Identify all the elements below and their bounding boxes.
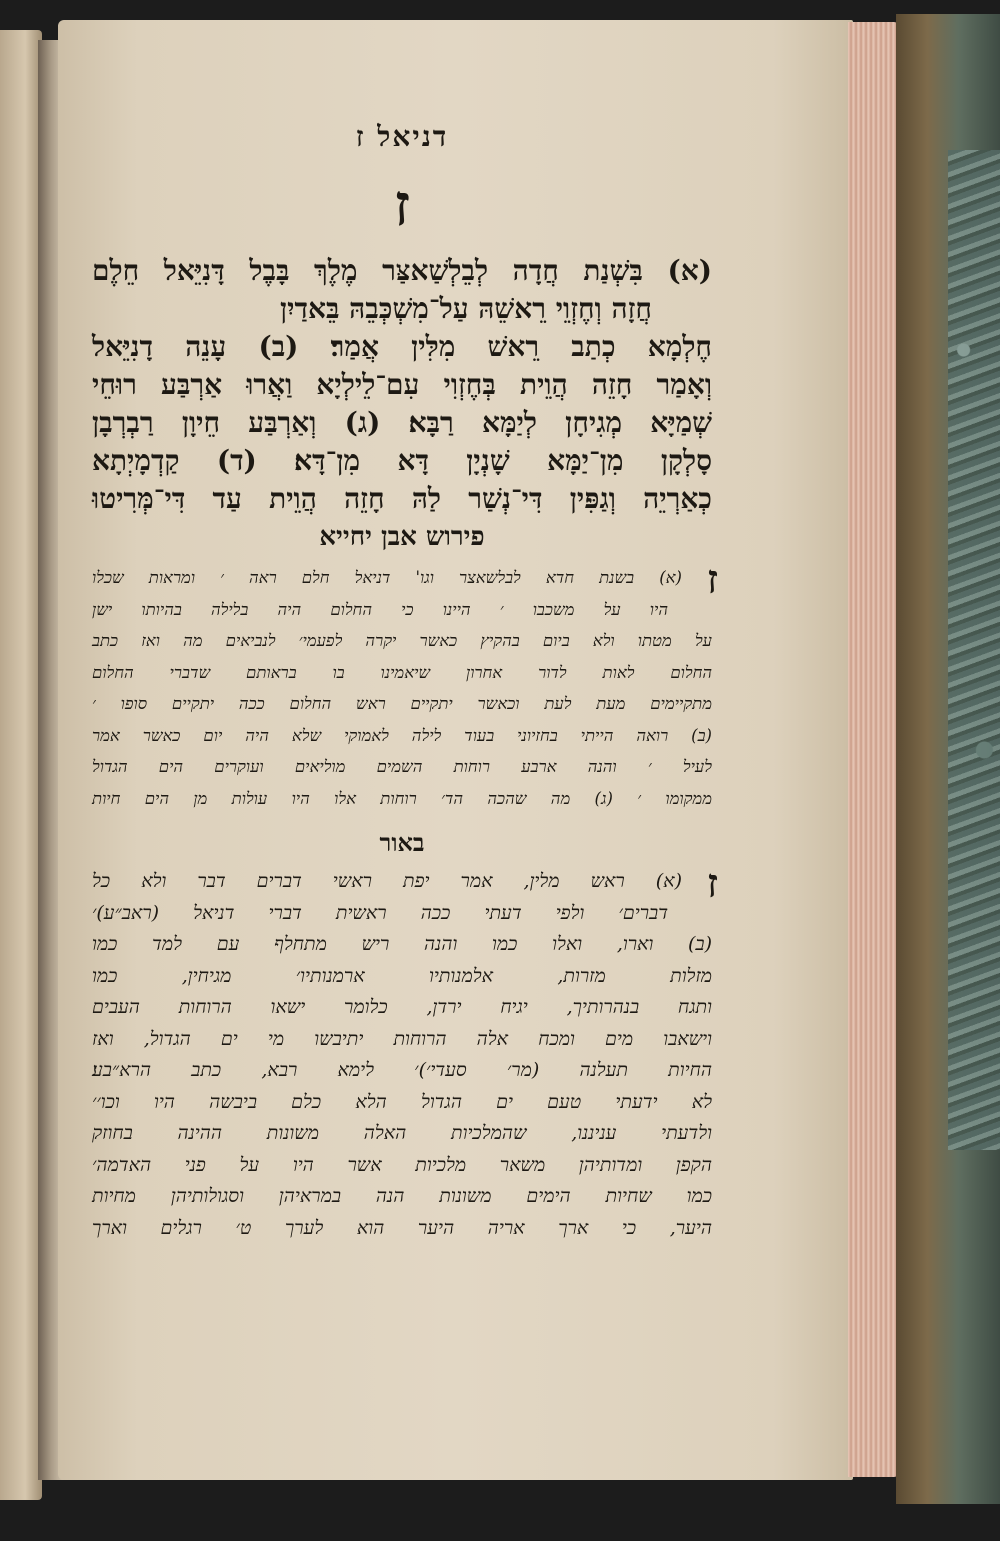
biur-line: (ב) וארו, ואלו כמו והנה ריש מתחלף עם למד כמו (92, 933, 712, 955)
marbled-cover-pattern (948, 150, 1000, 1150)
biur-line: וישאבו מים ומכח אלה הרוחות יתיבשו מי ים הגדול, ואז (92, 1027, 712, 1050)
commentary-block (92, 556, 718, 814)
page-text (92, 120, 718, 1244)
biur-line: הקפן ומדותיהן משאר מלכיות אשר היו על פני האדמה׳ (92, 1153, 712, 1176)
running-head: דניאל ז (355, 120, 449, 153)
biur-block (92, 860, 718, 1244)
commentary-line: היו על משכבו ׳ היינו כי החלום היה בלילה בהיותו ישן (92, 599, 668, 619)
scripture-line: (א) בִּשְׁנַת חֲדָה לְבֵלְשַׁאצַּר מֶלֶךְ בָּבֶל דָּנִיֵּאל חֵלֶם (92, 254, 712, 287)
commentary-line: (ב) רואה הייתי בחזיוני בעוד לילה לאמוקי שלא היה יום כאשר אמר (92, 725, 712, 745)
drop-letter: ז (706, 556, 718, 603)
commentary-line: החלום לאות לדור אחרון שיאמינו בו בראותם שדברי החלום (92, 662, 712, 682)
scripture-line: כְאַרְיֵה וְגַפִּין דִּי־נְשַׁר לַהּ חָזֵה הֲוֵית עַד דִּי־מְּרִיטוּ (92, 482, 712, 515)
biur-line: היער, כי ארך אריה היער הוא לערך ט׳ רגלים וארך (92, 1216, 712, 1239)
biur-line: כמו שחיות הימים משונות הנה במראיהן וסגולותיהן מחיות (92, 1185, 712, 1207)
biur-line: לא ידעתי טעם ים הגדול הלא כלם ביבשה היו וכו׳׳ (92, 1090, 712, 1113)
biur-title: באור (379, 828, 425, 857)
commentary-title: פירוש אבן יחייא (319, 522, 485, 552)
commentary-line: לעיל ׳ והנה ארבע רוחות השמים מוליאים ועוקרים הים הגדול (92, 757, 712, 776)
biur-line: דברים׳ ולפי דעתי ככה ראשית דברי דניאל (ראב״ע)׳ (92, 901, 668, 924)
scripture-block (92, 252, 712, 518)
biur-line: מזלות מזרות, אלמנותיו ארמנותיו׳ מגיחין, כמו (92, 964, 712, 987)
commentary-line: מתקיימים מעת לעת וכאשר יתקיים ראש החלום ככה יתקיים סופו ׳ (92, 694, 712, 713)
biur-line: ולדעתי עניננו, שהמלכיות האלה משונות ההינה בחוזק (92, 1122, 712, 1144)
chapter-number: ז (393, 171, 411, 239)
biur-line: ותגח בנהרותיך, יגיח ירדן, כלומר ישאו הרוחות העבים (92, 996, 712, 1018)
scripture-line: שְׁמַיָּא מְגִיחָן לְיַמָּא רַבָּא׃ (ג) וְאַרְבַּע חֵיוָן רַבְרְבָן (92, 406, 712, 439)
biur-line: (א) ראש מלין, אמר יפת ראשי דברים דבר ולא כל (92, 870, 682, 892)
scripture-line: וְאָמַר חָזֵה הֲוֵית בְּחֶזְוִי עִם־לֵילְיָא וַאֲרוּ אַרְבַּע רוּחֵי (92, 368, 712, 401)
scripture-line: חֲזָה וְחֶזְוֵי רֵאשֵׁהּ עַל־מִשְׁכְּבֵהּ בֵּאדַיִן (280, 292, 652, 325)
drop-letter: ז (706, 860, 718, 907)
commentary-line: ממקומו ׳ (ג) מה שהכה הד׳ רוחות אלו היו עולות מן הים חיות (92, 788, 712, 808)
facing-page-edge (0, 30, 42, 1500)
biur-line: החיות תעלנה (מר׳ סעדי׳)׳ לימא רבא, כתב הרא״בע׃ (92, 1059, 712, 1081)
page-edges (848, 22, 898, 1477)
commentary-line: (א) בשנת חדא לבלשאצר וגו' דניאל חלם ראה ׳ ומראות שכלו (92, 568, 682, 587)
commentary-line: על מטתו ולא ביום בהקיץ כאשר יקרה לפעמי׳ לנביאים מה ואז כתב (92, 631, 712, 650)
scripture-line: חֶלְמָא כְתַב רֵאשׁ מִלִּין אֲמַר׃ (ב) עָנֵה דָנִיֵּאל (92, 330, 712, 363)
scripture-line: סָלְקָן מִן־יַמָּא שָׁנְיָן דָּא מִן־דָּא׃ (ד) קַדְמָיְתָא (92, 444, 712, 477)
